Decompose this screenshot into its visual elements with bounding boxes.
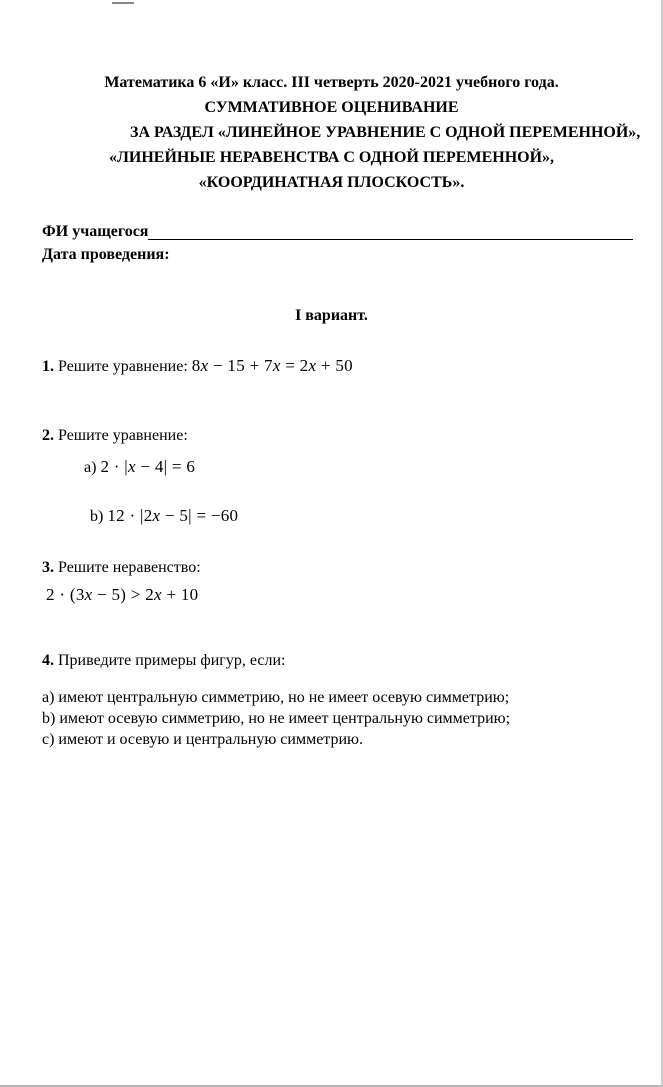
question-3-inequality-expression: 2 · (3x − 5) > 2x + 10 — [46, 585, 199, 604]
question-2-item-a — [42, 454, 661, 481]
question-2-item-b-equation: 12 · |2x − 5| = −60 — [107, 506, 239, 525]
question-3-text: Решите неравенство: — [58, 559, 201, 576]
question-1 — [42, 353, 661, 380]
student-name-label: ФИ учащегося — [42, 223, 149, 240]
question-4-text: Приведите примеры фигур, если: — [58, 652, 286, 669]
scan-artifact — [112, 2, 134, 4]
question-3 — [42, 556, 661, 580]
question-1-number: 1. — [42, 358, 54, 375]
question-4-number: 4. — [42, 652, 54, 669]
header-line-5: «КООРДИНАТНАЯ ПЛОСКОСТЬ». — [198, 174, 465, 191]
header-line-4: «ЛИНЕЙНЫЕ НЕРАВЕНСТВА С ОДНОЙ ПЕРЕМЕННОЙ», — [108, 149, 555, 166]
date-label: Дата проведения: — [42, 246, 170, 263]
question-4-item-b: b) имеют осевую симметрию, но не имеет центральную симметрию; — [42, 710, 511, 727]
student-name-blank — [148, 238, 633, 240]
question-2-item-a-equation: 2 · |x − 4| = 6 — [100, 457, 196, 476]
question-2-item-a-label: a) — [84, 459, 97, 476]
question-4-item-c: c) имеют и осевую и центральную симметрию. — [42, 731, 364, 748]
variant-title: I вариант. — [295, 307, 368, 324]
question-4 — [42, 649, 661, 673]
question-2-item-b — [42, 503, 661, 530]
question-3-inequality — [42, 582, 661, 609]
question-2-item-b-label: b) — [90, 508, 104, 525]
question-3-number: 3. — [42, 559, 54, 576]
question-4-list — [42, 687, 661, 750]
question-4-item-a: a) имеют центральную симметрию, но не имеет осевую симметрию; — [42, 689, 510, 706]
question-1-equation: 8x − 15 + 7x = 2x + 50 — [191, 356, 353, 375]
question-2-number: 2. — [42, 427, 54, 444]
student-name-row — [42, 221, 661, 243]
header-line-2: СУММАТИВНОЕ ОЦЕНИВАНИЕ — [204, 99, 459, 116]
question-1-text: Решите уравнение: — [58, 358, 188, 375]
document-header — [42, 70, 661, 195]
header-line-1: Математика 6 «И» класс. III четверть 2020-2021 учебного года. — [104, 74, 559, 91]
header-line-3: ЗА РАЗДЕЛ «ЛИНЕЙНОЕ УРАВНЕНИЕ С ОДНОЙ ПЕРЕМЕННОЙ», — [130, 124, 641, 141]
question-2-text: Решите уравнение: — [58, 427, 188, 444]
question-2 — [42, 424, 661, 448]
